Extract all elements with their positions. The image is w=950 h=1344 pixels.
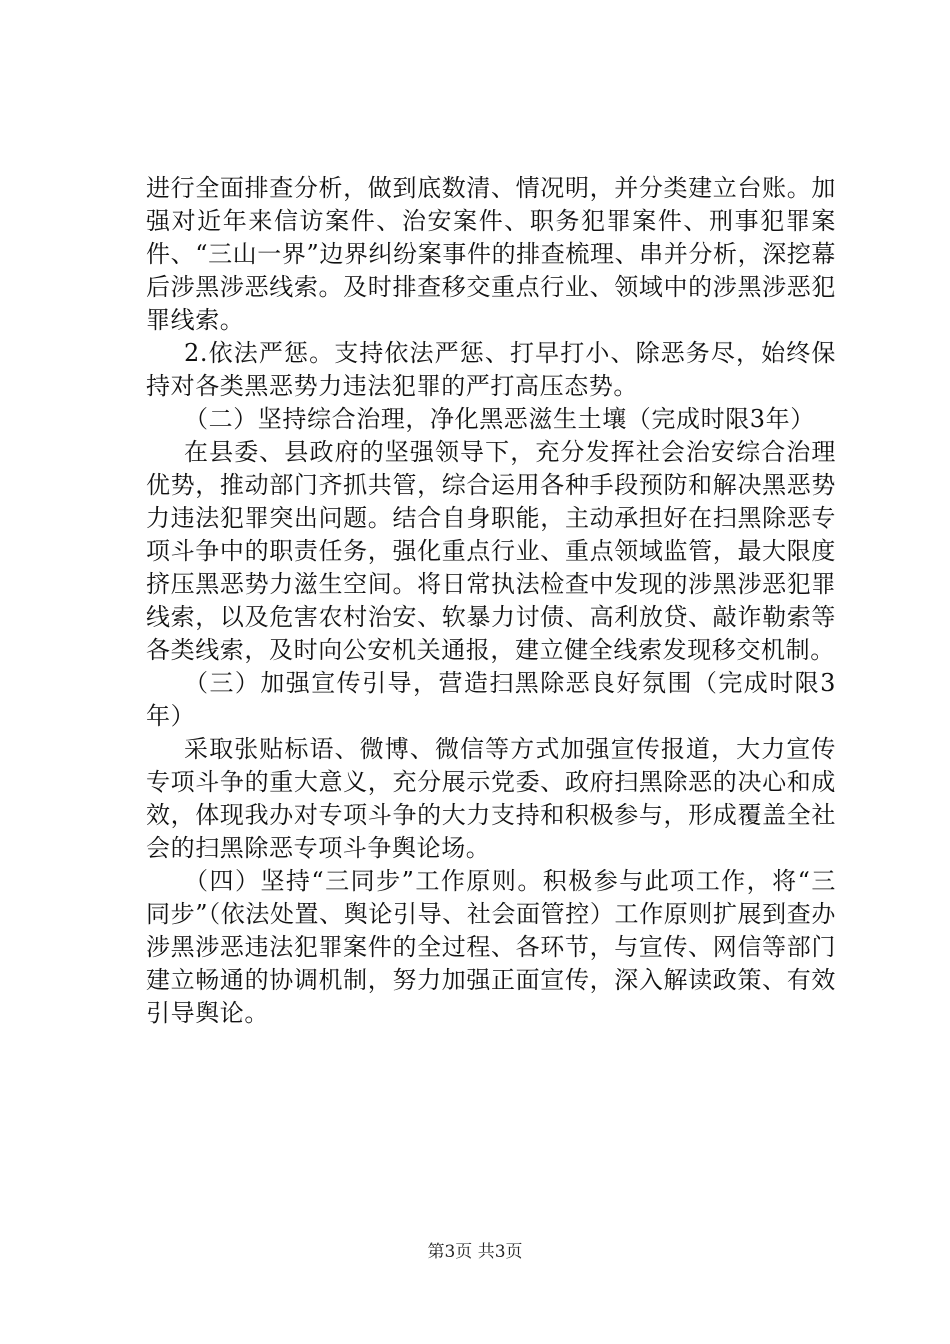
page-number-footer: 第3页 共3页	[427, 1242, 523, 1262]
section-heading-3: （三）加强宣传引导，营造扫黑除恶良好氛围（完成时限3年）	[146, 669, 836, 730]
paragraph-item-2: 2.依法严惩。支持依法严惩、打早打小、除恶务尽，始终保持对各类黑恶势力违法犯罪的严打高压态势。	[146, 339, 836, 400]
paragraph-section-3-body: 采取张贴标语、微博、微信等方式加强宣传报道，大力宣传专项斗争的重大意义，充分展示党委、政府扫黑除恶的决心和成效，体现我办对专项斗争的大力支持和积极参与，形成覆盖全社会的扫黑除恶专项斗争舆论场。	[146, 735, 836, 862]
document-body	[146, 172, 836, 1030]
paragraph-continuation: 进行全面排查分析，做到底数清、情况明，并分类建立台账。加强对近年来信访案件、治安案件、职务犯罪案件、刑事犯罪案件、“三山一界”边界纠纷案事件的排查梳理、串并分析，深挖幕后涉黑涉恶线索。及时排查移交重点行业、领域中的涉黑涉恶犯罪线索。	[146, 174, 836, 334]
section-heading-2: （二）坚持综合治理，净化黑恶滋生土壤（完成时限3年）	[184, 405, 815, 433]
paragraph-section-4: （四）坚持“三同步”工作原则。积极参与此项工作，将“三同步”（依法处置、舆论引导、社会面管控）工作原则扩展到查办涉黑涉恶违法犯罪案件的全过程、各环节，与宣传、网信等部门建立畅通的协调机制，努力加强正面宣传，深入解读政策、有效引导舆论。	[146, 867, 836, 1027]
paragraph-section-2-body: 在县委、县政府的坚强领导下，充分发挥社会治安综合治理优势，推动部门齐抓共管，综合运用各种手段预防和解决黑恶势力违法犯罪突出问题。结合自身职能，主动承担好在扫黑除恶专项斗争中的职责任务，强化重点行业、重点领域监管，最大限度挤压黑恶势力滋生空间。将日常执法检查中发现的涉黑涉恶犯罪线索，以及危害农村治安、软暴力讨债、高利放贷、敲诈勒索等各类线索，及时向公安机关通报，建立健全线索发现移交机制。	[146, 438, 836, 664]
